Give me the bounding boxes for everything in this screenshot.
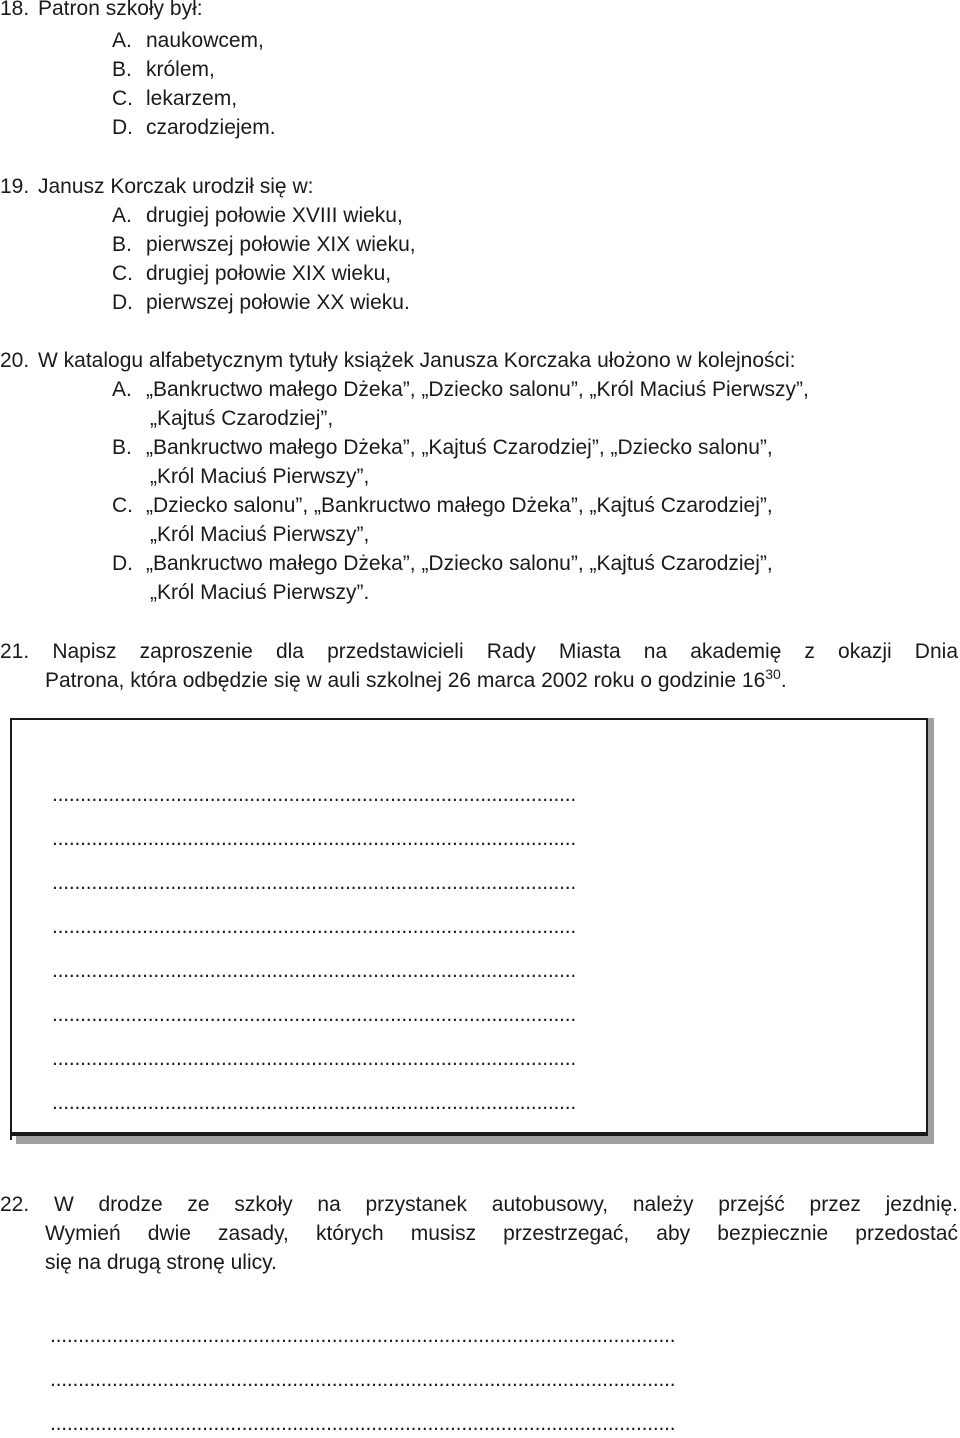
option-d: D. czarodziejem.: [112, 116, 276, 139]
question-18-head: [0, 0, 203, 23]
option-c: C. lekarzem,: [112, 87, 238, 110]
option-a: A. naukowcem,: [112, 29, 264, 52]
question-19-head: [0, 172, 313, 201]
question-number: 18.: [0, 0, 30, 20]
option-b-cont: „Król Maciuś Pierwszy”,: [150, 465, 370, 488]
option-a-cont: „Kajtuś Czarodziej”,: [150, 407, 334, 430]
option-b: B. „Bankructwo małego Dżeka”, „Kajtuś Czarodziej”, „Dziecko salonu”,: [112, 436, 773, 459]
answer-line[interactable]: .............................................................................................: [52, 1091, 577, 1114]
answer-line[interactable]: .............................................................................................: [52, 783, 577, 806]
answer-box-shadow-bottom: [16, 1136, 934, 1142]
option-d: D. pierwszej połowie XX wieku.: [112, 291, 410, 314]
question-number: 19.: [0, 175, 30, 198]
answer-line[interactable]: .............................................................................................: [52, 959, 577, 982]
option-b: B. królem,: [112, 58, 215, 81]
option-d: D. „Bankructwo małego Dżeka”, „Dziecko salonu”, „Kajtuś Czarodziej”,: [112, 552, 773, 575]
answer-line[interactable]: ...............................................................................................................: [50, 1412, 676, 1435]
answer-line[interactable]: .............................................................................................: [52, 827, 577, 850]
question-text: Patron szkoły był:: [38, 0, 203, 20]
question-20-head: [0, 346, 796, 375]
question-number: 22.: [0, 1193, 30, 1216]
question-21-line1: 21. Napisz zaproszenie dla przedstawicieli Rady Miasta na akademię z okazji Dnia: [0, 640, 958, 663]
superscript-minutes: 30: [765, 666, 781, 682]
option-c-cont: „Król Maciuś Pierwszy”,: [150, 523, 370, 546]
option-c: C. drugiej połowie XIX wieku,: [112, 262, 392, 285]
question-number: 21.: [0, 640, 30, 663]
option-b: B. pierwszej połowie XIX wieku,: [112, 233, 416, 256]
option-a: A. drugiej połowie XVIII wieku,: [112, 204, 403, 227]
question-22-line2: Wymień dwie zasady, których musisz przestrzegać, aby bezpiecznie przedostać: [45, 1222, 958, 1245]
question-22-line3: się na drugą stronę ulicy.: [45, 1251, 277, 1274]
answer-line[interactable]: .............................................................................................: [52, 1003, 577, 1026]
answer-line[interactable]: .............................................................................................: [52, 871, 577, 894]
answer-line[interactable]: .............................................................................................: [52, 1047, 577, 1070]
option-a: A. „Bankructwo małego Dżeka”, „Dziecko salonu”, „Król Maciuś Pierwszy”,: [112, 378, 809, 401]
question-21-line2: Patrona, która odbędzie się w auli szkolnej 26 marca 2002 roku o godzinie $16^{30}$.: [45, 666, 787, 692]
answer-line[interactable]: ...............................................................................................................: [50, 1368, 676, 1391]
answer-line[interactable]: .............................................................................................: [52, 915, 577, 938]
question-text: Janusz Korczak urodził się w:: [38, 175, 314, 198]
option-d-cont: „Król Maciuś Pierwszy”.: [150, 581, 370, 604]
answer-box-bottom-edge: [10, 1132, 928, 1134]
question-22-line1: 22. W drodze ze szkoły na przystanek autobusowy, należy przejść przez jezdnię.: [0, 1193, 958, 1216]
answer-line[interactable]: ...............................................................................................................: [50, 1324, 676, 1347]
question-text: W katalogu alfabetycznym tytuły książek Janusza Korczaka ułożono w kolejności:: [38, 349, 796, 372]
question-number: 20.: [0, 349, 30, 372]
option-c: C. „Dziecko salonu”, „Bankructwo małego Dżeka”, „Kajtuś Czarodziej”,: [112, 494, 773, 517]
